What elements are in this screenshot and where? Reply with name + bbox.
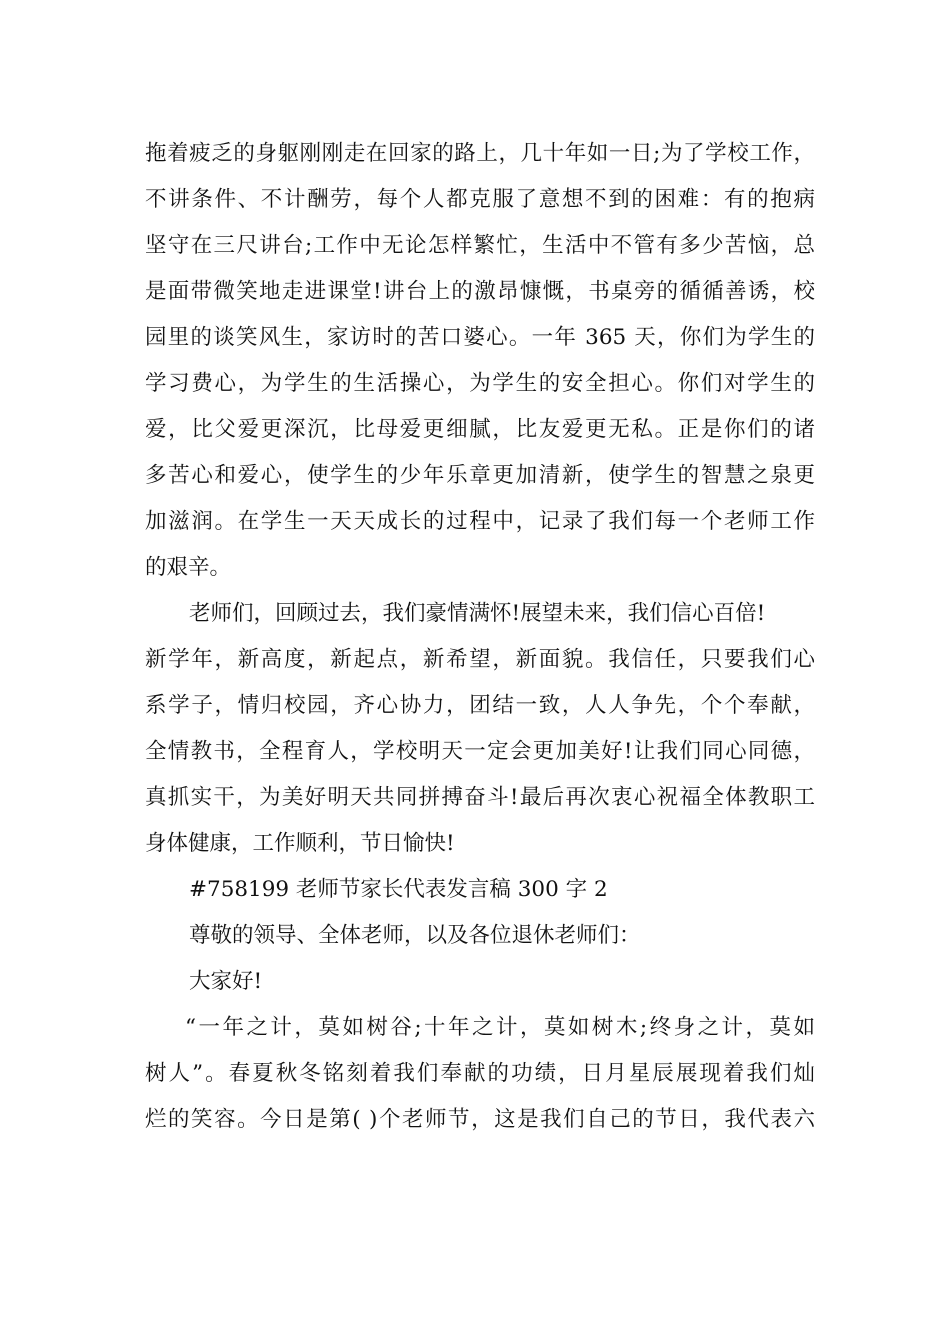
paragraph-line: 园里的谈笑风生，家访时的苦口婆心。一年 365 天，你们为学生的 [145,325,815,350]
paragraph-line: 是面带微笑地走进课堂!讲台上的激昂慷慨，书桌旁的循循善诱，校 [145,279,815,304]
paragraph-line: “一年之计，莫如树谷;十年之计，莫如树木;终身之计，莫如 [185,1015,815,1040]
paragraph-line: 老师们，回顾过去，我们豪情满怀!展望未来，我们信心百倍! [189,601,766,626]
paragraph-line: 爱，比父爱更深沉，比母爱更细腻，比友爱更无私。正是你们的诸 [145,417,815,442]
paragraph-line: 新学年，新高度，新起点，新希望，新面貌。我信任，只要我们心 [145,647,815,672]
paragraph-line: 学习费心，为学生的生活操心，为学生的安全担心。你们对学生的 [145,371,815,396]
section-heading: #758199 老师节家长代表发言稿 300 字 2 [189,877,608,902]
paragraph-line: 树人”。春夏秋冬铭刻着我们奉献的功绩，日月星辰展现着我们灿 [145,1061,815,1086]
paragraph-line: 系学子，情归校园，齐心协力，团结一致，人人争先，个个奉献， [145,693,815,718]
paragraph-line: 不讲条件、不计酬劳，每个人都克服了意想不到的困难：有的抱病 [145,187,815,212]
paragraph-line: 多苦心和爱心，使学生的少年乐章更加清新，使学生的智慧之泉更 [145,463,815,488]
paragraph-line: 全情教书，全程育人，学校明天一定会更加美好!让我们同心同德， [145,739,815,764]
document-body [145,131,815,1143]
salutation: 尊敬的领导、全体老师，以及各位退休老师们： [189,923,641,948]
paragraph-line: 真抓实干，为美好明天共同拼搏奋斗!最后再次衷心祝福全体教职工 [145,785,815,810]
paragraph-line: 拖着疲乏的身躯刚刚走在回家的路上，几十年如一日;为了学校工作， [145,141,815,166]
paragraph-line: 的艰辛。 [145,555,232,580]
paragraph-line: 坚守在三尺讲台;工作中无论怎样繁忙，生活中不管有多少苦恼，总 [145,233,815,258]
greeting: 大家好! [189,969,263,994]
paragraph-line: 加滋润。在学生一天天成长的过程中，记录了我们每一个老师工作 [145,509,815,534]
paragraph-line: 烂的笑容。今日是第( )个老师节，这是我们自己的节日，我代表六 [145,1107,815,1132]
paragraph-line: 身体健康，工作顺利，节日愉快! [145,831,455,856]
